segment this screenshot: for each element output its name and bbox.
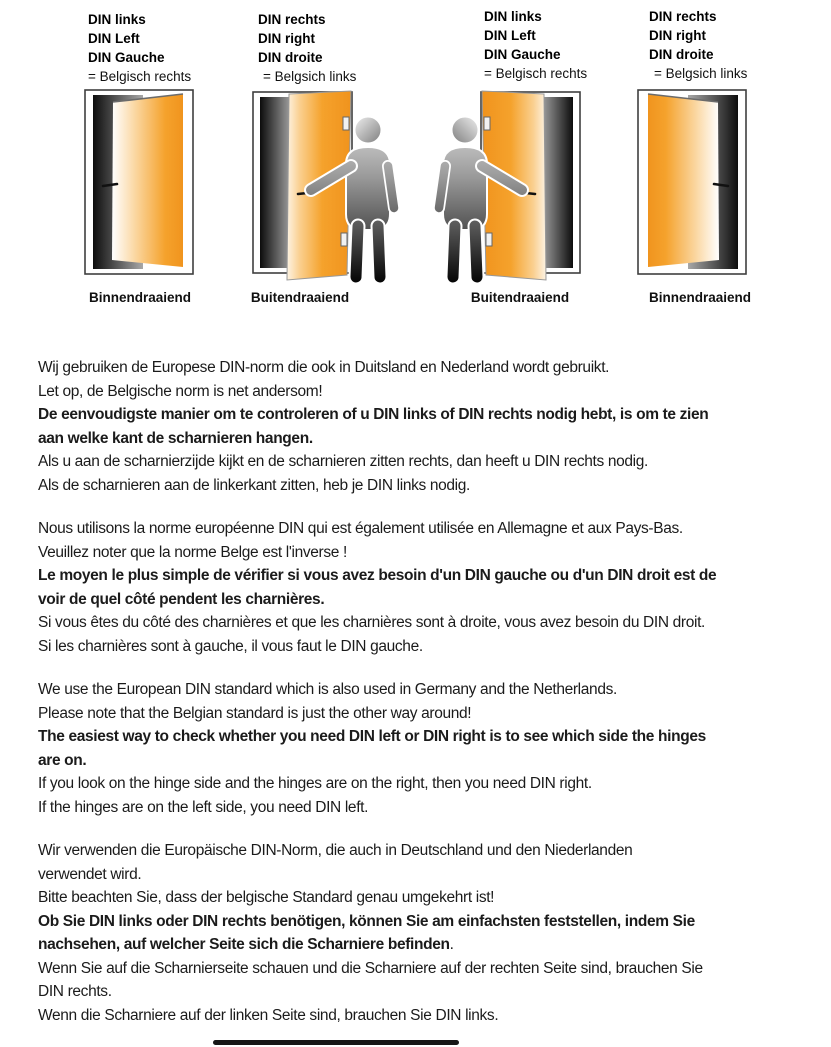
bottom-bar [213,1040,459,1045]
door-outward-person-right-icon [243,86,403,290]
din-line: DIN Left [484,28,536,43]
swing-label-4: Binnendraaiend [648,290,751,305]
text-line: Als u aan de scharnierzijde kijkt en de scharnieren zitten rechts, dan heeft u DIN rechts nodig. [38,453,648,470]
text-line: De eenvoudigste manier om te controleren of u DIN links of DIN rechts nodig hebt, is om te zien [38,406,709,423]
din-line: DIN rechts [649,9,717,24]
heading-column-4 [649,7,747,83]
din-line: DIN rechts [258,12,326,27]
text-line: Le moyen le plus simple de vérifier si vous avez besoin d'un DIN gauche ou d'un DIN droit est de [38,567,717,584]
text-line: Wenn die Scharniere auf der linken Seite sind, brauchen Sie DIN links. [38,1006,499,1024]
text-line: verwendet wird. [38,865,142,883]
text-line: Wir verwenden die Europäische DIN-Norm, die auch in Deutschland und den Niederlanden [38,842,633,859]
text-line: are on. [38,751,87,769]
din-line: DIN links [484,9,542,24]
swing-label-3: Buitendraaiend [470,290,570,305]
heading-column-2 [258,10,356,86]
door-outward-person-left-icon [430,86,590,290]
text-line: Please note that the Belgian standard is just the other way around! [38,704,472,722]
text-line: Si les charnières sont à gauche, il vous faut le DIN gauche. [38,637,423,655]
din-line: DIN links [88,12,146,27]
swing-label-2: Buitendraaiend [250,290,350,305]
text-line: Ob Sie DIN links oder DIN rechts benötigen, können Sie am einfachsten feststellen, indem Sie [38,912,695,930]
text-line: Nous utilisons la norme européenne DIN qui est également utilisée en Allemagne et aux Pays-Bas. [38,520,683,537]
text-line: aan welke kant de scharnieren hangen. [38,429,313,447]
swing-label-1: Binnendraaiend [88,290,191,305]
text-line: Wij gebruiken de Europese DIN-norm die ook in Duitsland en Nederland wordt gebruikt. [38,359,610,376]
din-line: DIN Gauche [88,50,165,65]
door-inward-hinge-right-icon [637,89,747,276]
text-line: If the hinges are on the left side, you need DIN left. [38,798,369,816]
belgian-note: = Belgsich links [263,69,357,84]
text-line: Als de scharnieren aan de linkerkant zitten, heb je DIN links nodig. [38,476,470,494]
text-line: Veuillez noter que la norme Belge est l'inverse ! [38,543,347,561]
din-line: DIN right [649,28,706,43]
din-line: DIN right [258,31,315,46]
din-line: DIN droite [649,47,714,62]
text-line: DIN rechts. [38,983,112,1000]
text-line: If you look on the hinge side and the hinges are on the right, then you need DIN right. [38,775,592,792]
text-line: Wenn Sie auf die Scharnierseite schauen und die Scharniere auf der rechten Seite sind, brauchen Sie [38,959,703,977]
text-line: nachsehen, auf welcher Seite sich die Scharniere befinden. [38,936,454,953]
text-line: Let op, de Belgische norm is net andersom! [38,382,323,400]
text-line: We use the European DIN standard which is also used in Germany and the Netherlands. [38,681,617,698]
din-line: DIN Gauche [484,47,561,62]
text-line: Si vous êtes du côté des charnières et que les charnières sont à droite, vous avez besoin du DIN droit. [38,614,706,631]
heading-column-3 [484,7,587,83]
text-line: The easiest way to check whether you need DIN left or DIN right is to see which side the hinges [38,728,706,745]
heading-column-1 [88,10,191,86]
multilingual-text [38,356,831,1047]
belgian-note: = Belgisch rechts [88,69,192,84]
text-suffix: . [449,936,454,953]
paragraph-french [38,517,831,658]
din-line: DIN Left [88,31,140,46]
paragraph-german [38,839,831,1027]
text-line: Bitte beachten Sie, dass der belgische Standard genau umgekehrt ist! [38,889,495,906]
door-inward-hinge-left-icon [84,89,194,276]
belgian-note: = Belgsich links [654,66,748,81]
paragraph-dutch [38,356,831,497]
din-line: DIN droite [258,50,323,65]
text-line: voir de quel côté pendent les charnières. [38,590,325,608]
belgian-note: = Belgisch rechts [484,66,588,81]
paragraph-english [38,678,831,819]
